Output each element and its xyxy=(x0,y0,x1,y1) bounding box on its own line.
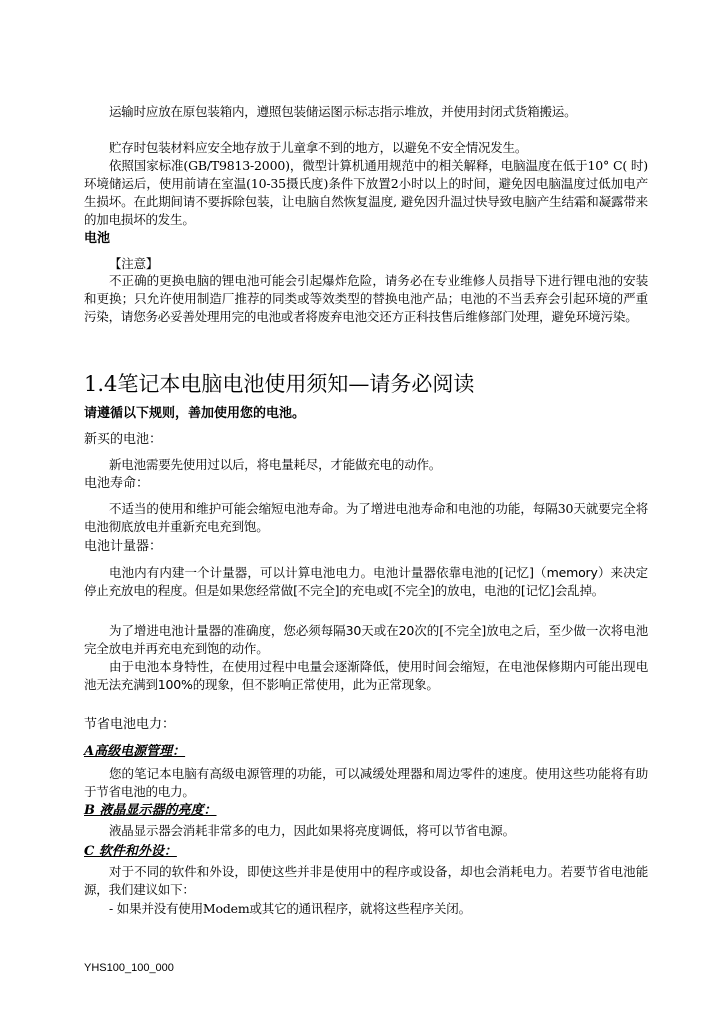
software-peripherals-heading: C 软件和外设： xyxy=(84,844,177,859)
new-battery-heading: 新买的电池： xyxy=(84,432,163,447)
temperature-paragraph: 依照国家标准(GB/T9813-2000)，微型计算机通用规范中的相关解释，电脑温度在低于10° C( 时) 环境储运后，使用前请在室温(10-35摄氏度)条件下放置2小时以上的时间，避免因电脑温度过低加电产生损坏。在此期间请不要拆除包装，让电脑自然恢复温度, 避免因升温过快导致电脑产生结霜和凝露带来的加电损坏的发生。 xyxy=(84,158,648,227)
software-peripherals-text: 对于不同的软件和外设，即使这些并非是使用中的程序或设备，却也会消耗电力。若要节省电池能源，我们建议如下： xyxy=(84,864,648,897)
battery-meter-text-1: 电池内有内建一个计量器，可以计算电池电力。电池计量器依靠电池的[记忆]（memory）来决定停止充放电的程度。但是如果您经常做[不完全]的充电或[不完全]的放电，电池的[记忆]会乱掉。 xyxy=(84,565,648,598)
power-management-text: 您的笔记本电脑有高级电源管理的功能，可以减缓处理器和周边零件的速度。使用这些功能将有助于节省电池的电力。 xyxy=(84,766,648,799)
section-lead: 请遵循以下规则，善加使用您的电池。 xyxy=(84,406,306,421)
battery-life-text: 不适当的使用和维护可能会缩短电池寿命。为了增进电池寿命和电池的功能，每隔30天就要完全将电池彻底放电并重新充电充到饱。 xyxy=(84,501,648,534)
transport-paragraph: 运输时应放在原包装箱内，遵照包装储运图示标志指示堆放，并使用封闭式货箱搬运。 xyxy=(109,104,577,119)
section-title: 1.4笔记本电脑电池使用须知—请务必阅读 xyxy=(84,372,475,396)
lcd-brightness-text: 液晶显示器会消耗非常多的电力，因此如果将亮度调低，将可以节省电源。 xyxy=(109,823,515,838)
battery-meter-text-3: 由于电池本身特性，在使用过程中电量会逐渐降低，使用时间会缩短，在电池保修期内可能出现电池无法充满到100%的现象，但不影响正常使用，此为正常现象。 xyxy=(84,659,648,692)
battery-life-heading: 电池寿命： xyxy=(84,476,150,491)
page-footer-code: YHS100_100_000 xyxy=(84,962,174,974)
software-peripherals-item: - 如果并没有使用Modem或其它的通讯程序，就将这些程序关闭。 xyxy=(109,901,471,916)
battery-heading: 电池 xyxy=(84,231,111,246)
battery-meter-heading: 电池计量器： xyxy=(84,539,163,554)
storage-paragraph: 贮存时包装材料应安全地存放于儿童拿不到的地方，以避免不安全情况发生。 xyxy=(109,140,528,155)
power-management-heading: A高级电源管理： xyxy=(84,744,186,759)
notice-label: 【注意】 xyxy=(109,256,159,271)
notice-text: 不正确的更换电脑的锂电池可能会引起爆炸危险，请务必在专业维修人员指导下进行锂电池的安装和更换；只允许使用制造厂推荐的同类或等效类型的替换电池产品；电池的不当丢弃会引起环境的严重污染，请您务必妥善处理用完的电池或者将废弃电池交还方正科技售后维修部门处理，避免环境污染。 xyxy=(84,273,648,324)
new-battery-text: 新电池需要先使用过以后，将电量耗尽，才能做充电的动作。 xyxy=(109,457,442,472)
save-power-heading: 节省电池电力： xyxy=(84,717,176,732)
battery-meter-text-2: 为了增进电池计量器的准确度，您必须每隔30天或在20次的[不完全]放电之后，至少做一次将电池完全放电并再充电充到饱的动作。 xyxy=(84,623,648,656)
lcd-brightness-heading: B 液晶显示器的亮度： xyxy=(84,803,217,818)
